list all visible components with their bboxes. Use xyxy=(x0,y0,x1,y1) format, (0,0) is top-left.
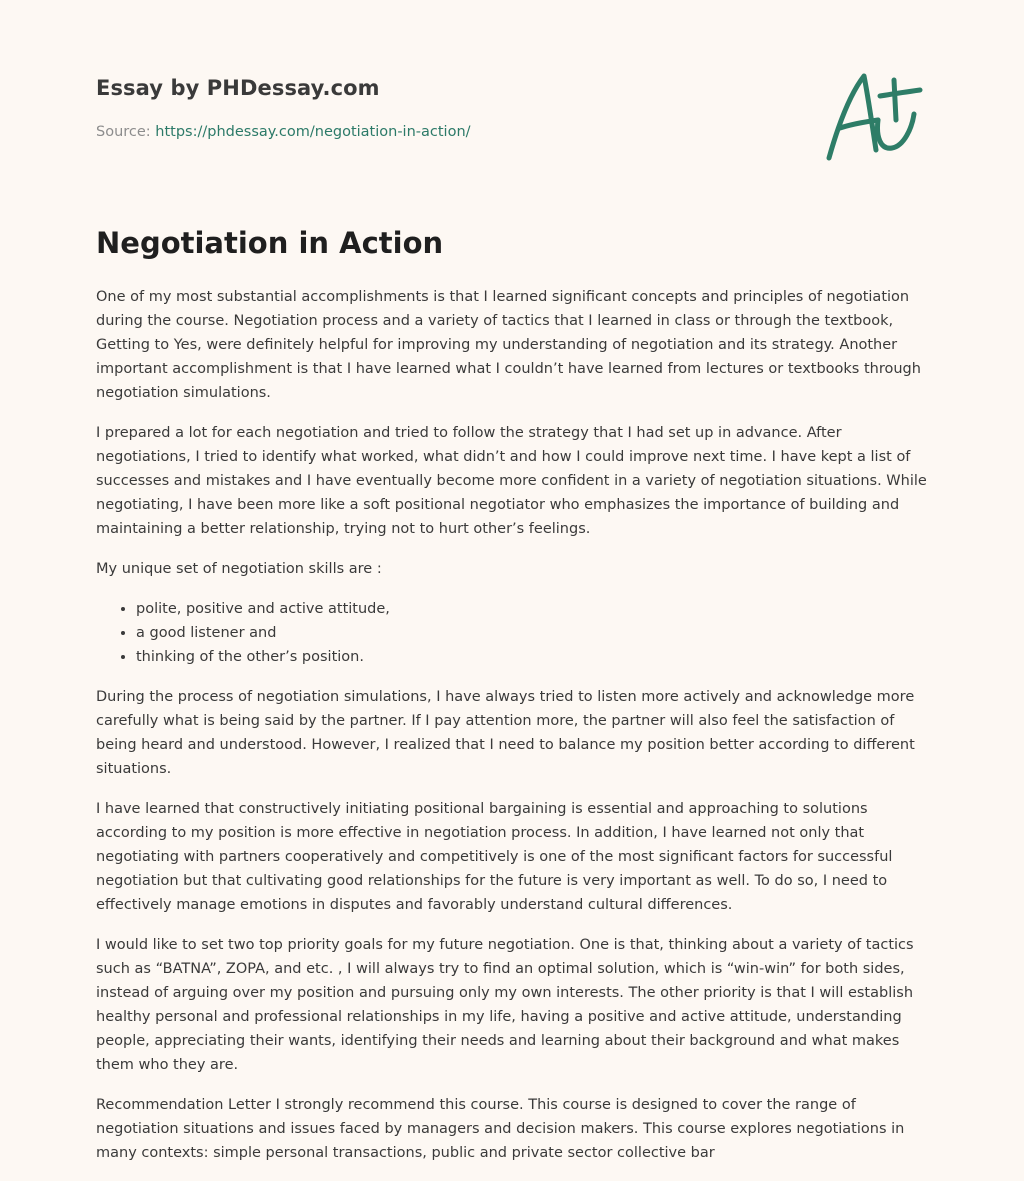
paragraph: During the process of negotiation simulations, I have always tried to listen more actively and acknowledge more carefully what is being said by the partner. If I pay attention more, the partner will also feel the satisfaction of being heard and understood. However, I realized that I need to balance my position better according to different situations. xyxy=(96,689,915,777)
paragraph: My unique set of negotiation skills are : xyxy=(96,561,382,577)
essay-body xyxy=(96,285,928,1181)
paragraph: I would like to set two top priority goals for my future negotiation. One is that, thinking about a variety of tactics such as “BATNA”, ZOPA, and etc. , I will always try to find an optimal solution, which is “win-win” for both sides, instead of arguing over my position and pursuing only my own interests. The other priority is that I will establish healthy personal and professional relationships in my life, having a positive and active attitude, understanding people, appreciating their wants, identifying their needs and learning about their background and what makes them who they are. xyxy=(96,937,914,1073)
source-label: Source: xyxy=(96,124,151,140)
list-item: • polite, positive and active attitude, xyxy=(136,597,928,621)
list-item: • a good listener and xyxy=(136,621,928,645)
list-item: • thinking of the other’s position. xyxy=(136,645,928,669)
essay-title: Negotiation in Action xyxy=(96,226,444,260)
source-line xyxy=(96,124,471,140)
site-brand: Essay by PHDessay.com xyxy=(96,76,380,100)
paragraph: One of my most substantial accomplishments is that I learned significant concepts and principles of negotiation during the course. Negotiation process and a variety of tactics that I learned in class or through the textbook, Getting to Yes, were definitely helpful for improving my understanding of negotiation and its strategy. Another important accomplishment is that I have learned what I couldn’t have learned from lectures or textbooks through negotiation simulations. xyxy=(96,289,921,401)
a-plus-logo-icon xyxy=(820,66,930,166)
paragraph: I prepared a lot for each negotiation and tried to follow the strategy that I had set up in advance. After negotiations, I tried to identify what worked, what didn’t and how I could improve next time. I have kept a list of successes and mistakes and I have eventually become more confident in a variety of negotiation situations. While negotiating, I have been more like a soft positional negotiator who emphasizes the importance of building and maintaining a better relationship, trying not to hurt other’s feelings. xyxy=(96,425,927,537)
paragraph: Recommendation Letter I strongly recommend this course. This course is designed to cover the range of negotiation situations and issues faced by managers and decision makers. This course explores negotiations in many contexts: simple personal transactions, public and private sector collective bar xyxy=(96,1097,905,1161)
source-link[interactable]: https://phdessay.com/negotiation-in-action/ xyxy=(155,124,471,140)
skills-list xyxy=(96,597,928,669)
paragraph: I have learned that constructively initiating positional bargaining is essential and approaching to solutions according to my position is more effective in negotiation process. In addition, I have learned not only that negotiating with partners cooperatively and competitively is one of the most significant factors for successful negotiation but that cultivating good relationships for the future is very important as well. To do so, I need to effectively manage emotions in disputes and favorably understand cultural differences. xyxy=(96,801,893,913)
